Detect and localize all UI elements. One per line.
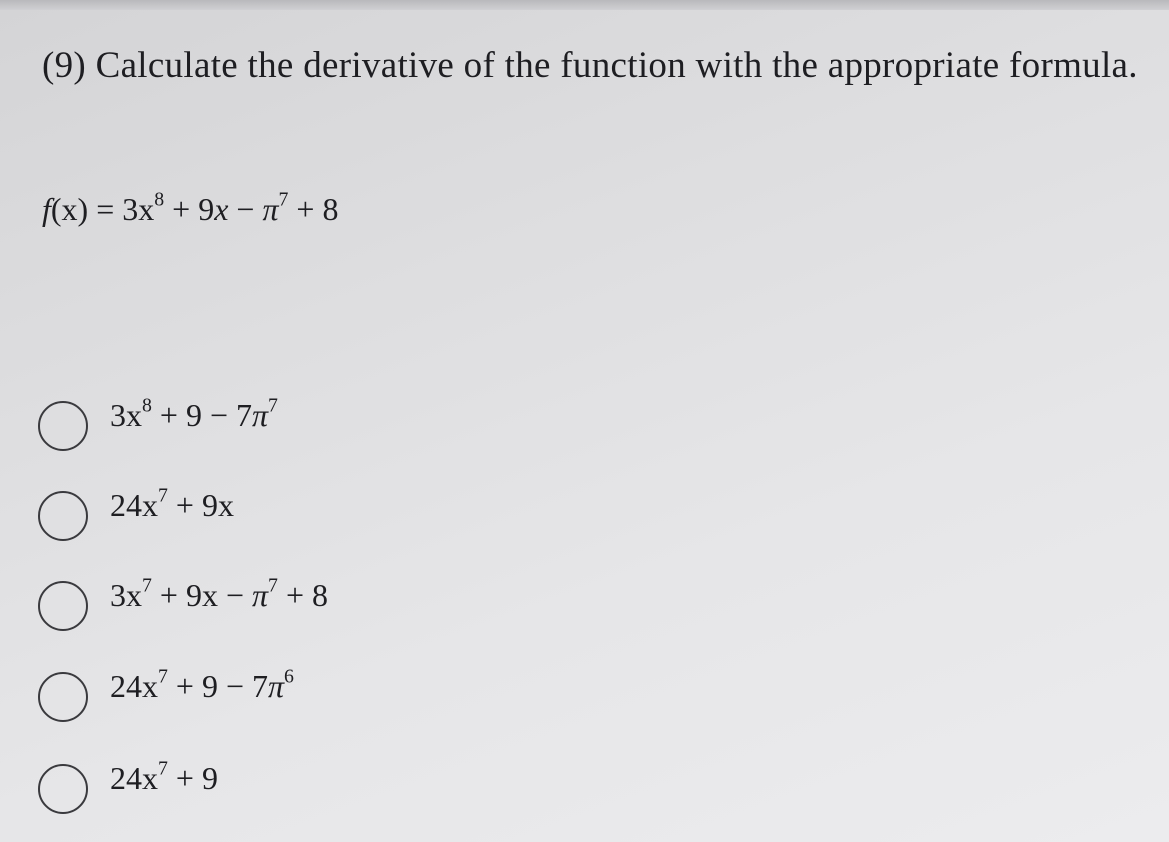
formula-term2-variable: x <box>214 191 229 227</box>
option-1-term1: 3x <box>110 396 142 433</box>
option-3-term1: 3x <box>110 576 142 613</box>
formula-pi: π <box>262 191 279 227</box>
formula-minus: − <box>228 191 263 227</box>
option-1-term1-exponent: 8 <box>142 394 152 417</box>
option-1-label <box>110 394 278 434</box>
option-4-term1-exponent: 7 <box>158 665 168 688</box>
option-3-pi: π <box>252 576 269 613</box>
formula-pi-exponent: 7 <box>278 188 289 211</box>
option-5-label <box>110 757 218 797</box>
option-5-term2: + 9 <box>167 759 218 796</box>
option-4-pi: π <box>268 667 285 704</box>
radio-button-option-2[interactable] <box>38 491 88 541</box>
function-formula <box>42 188 339 228</box>
option-3-constant: + 8 <box>277 576 329 613</box>
answer-option-1[interactable] <box>38 394 278 454</box>
option-5-term1: 24x <box>110 759 158 796</box>
option-5-term1-exponent: 7 <box>158 757 168 780</box>
formula-equals: = <box>88 191 123 227</box>
option-4-label <box>110 665 294 705</box>
formula-term2: + 9 <box>164 191 215 227</box>
header-strip <box>0 0 1169 10</box>
option-1-pi: π <box>252 396 269 433</box>
option-3-label <box>110 574 329 614</box>
radio-button-option-5[interactable] <box>38 764 88 814</box>
option-4-term2: + 9 − 7 <box>167 667 269 704</box>
formula-term1-exponent: 8 <box>154 188 165 211</box>
option-2-term1-exponent: 7 <box>158 484 168 507</box>
option-3-term1-exponent: 7 <box>142 574 152 597</box>
option-3-term2: + 9x − <box>151 576 253 613</box>
option-2-term1: 24x <box>110 486 158 523</box>
answer-option-5[interactable] <box>38 757 218 817</box>
option-2-term2: + 9x <box>167 486 234 523</box>
formula-term1: 3x <box>122 191 155 227</box>
answer-option-3[interactable] <box>38 574 329 634</box>
formula-function-name: f <box>42 191 51 227</box>
answer-option-2[interactable] <box>38 484 234 544</box>
formula-constant: + 8 <box>288 191 339 227</box>
option-3-pi-exponent: 7 <box>268 574 278 597</box>
question-text: (9) Calculate the derivative of the function with the appropriate formula. <box>42 45 1138 86</box>
option-4-term1: 24x <box>110 667 158 704</box>
answer-option-4[interactable] <box>38 665 294 725</box>
radio-button-option-4[interactable] <box>38 672 88 722</box>
option-1-term2: + 9 − 7 <box>151 396 253 433</box>
option-2-label <box>110 484 234 524</box>
option-4-pi-exponent: 6 <box>284 665 294 688</box>
formula-argument: (x) <box>50 191 89 227</box>
option-1-pi-exponent: 7 <box>268 394 278 417</box>
radio-button-option-1[interactable] <box>38 401 88 451</box>
radio-button-option-3[interactable] <box>38 581 88 631</box>
